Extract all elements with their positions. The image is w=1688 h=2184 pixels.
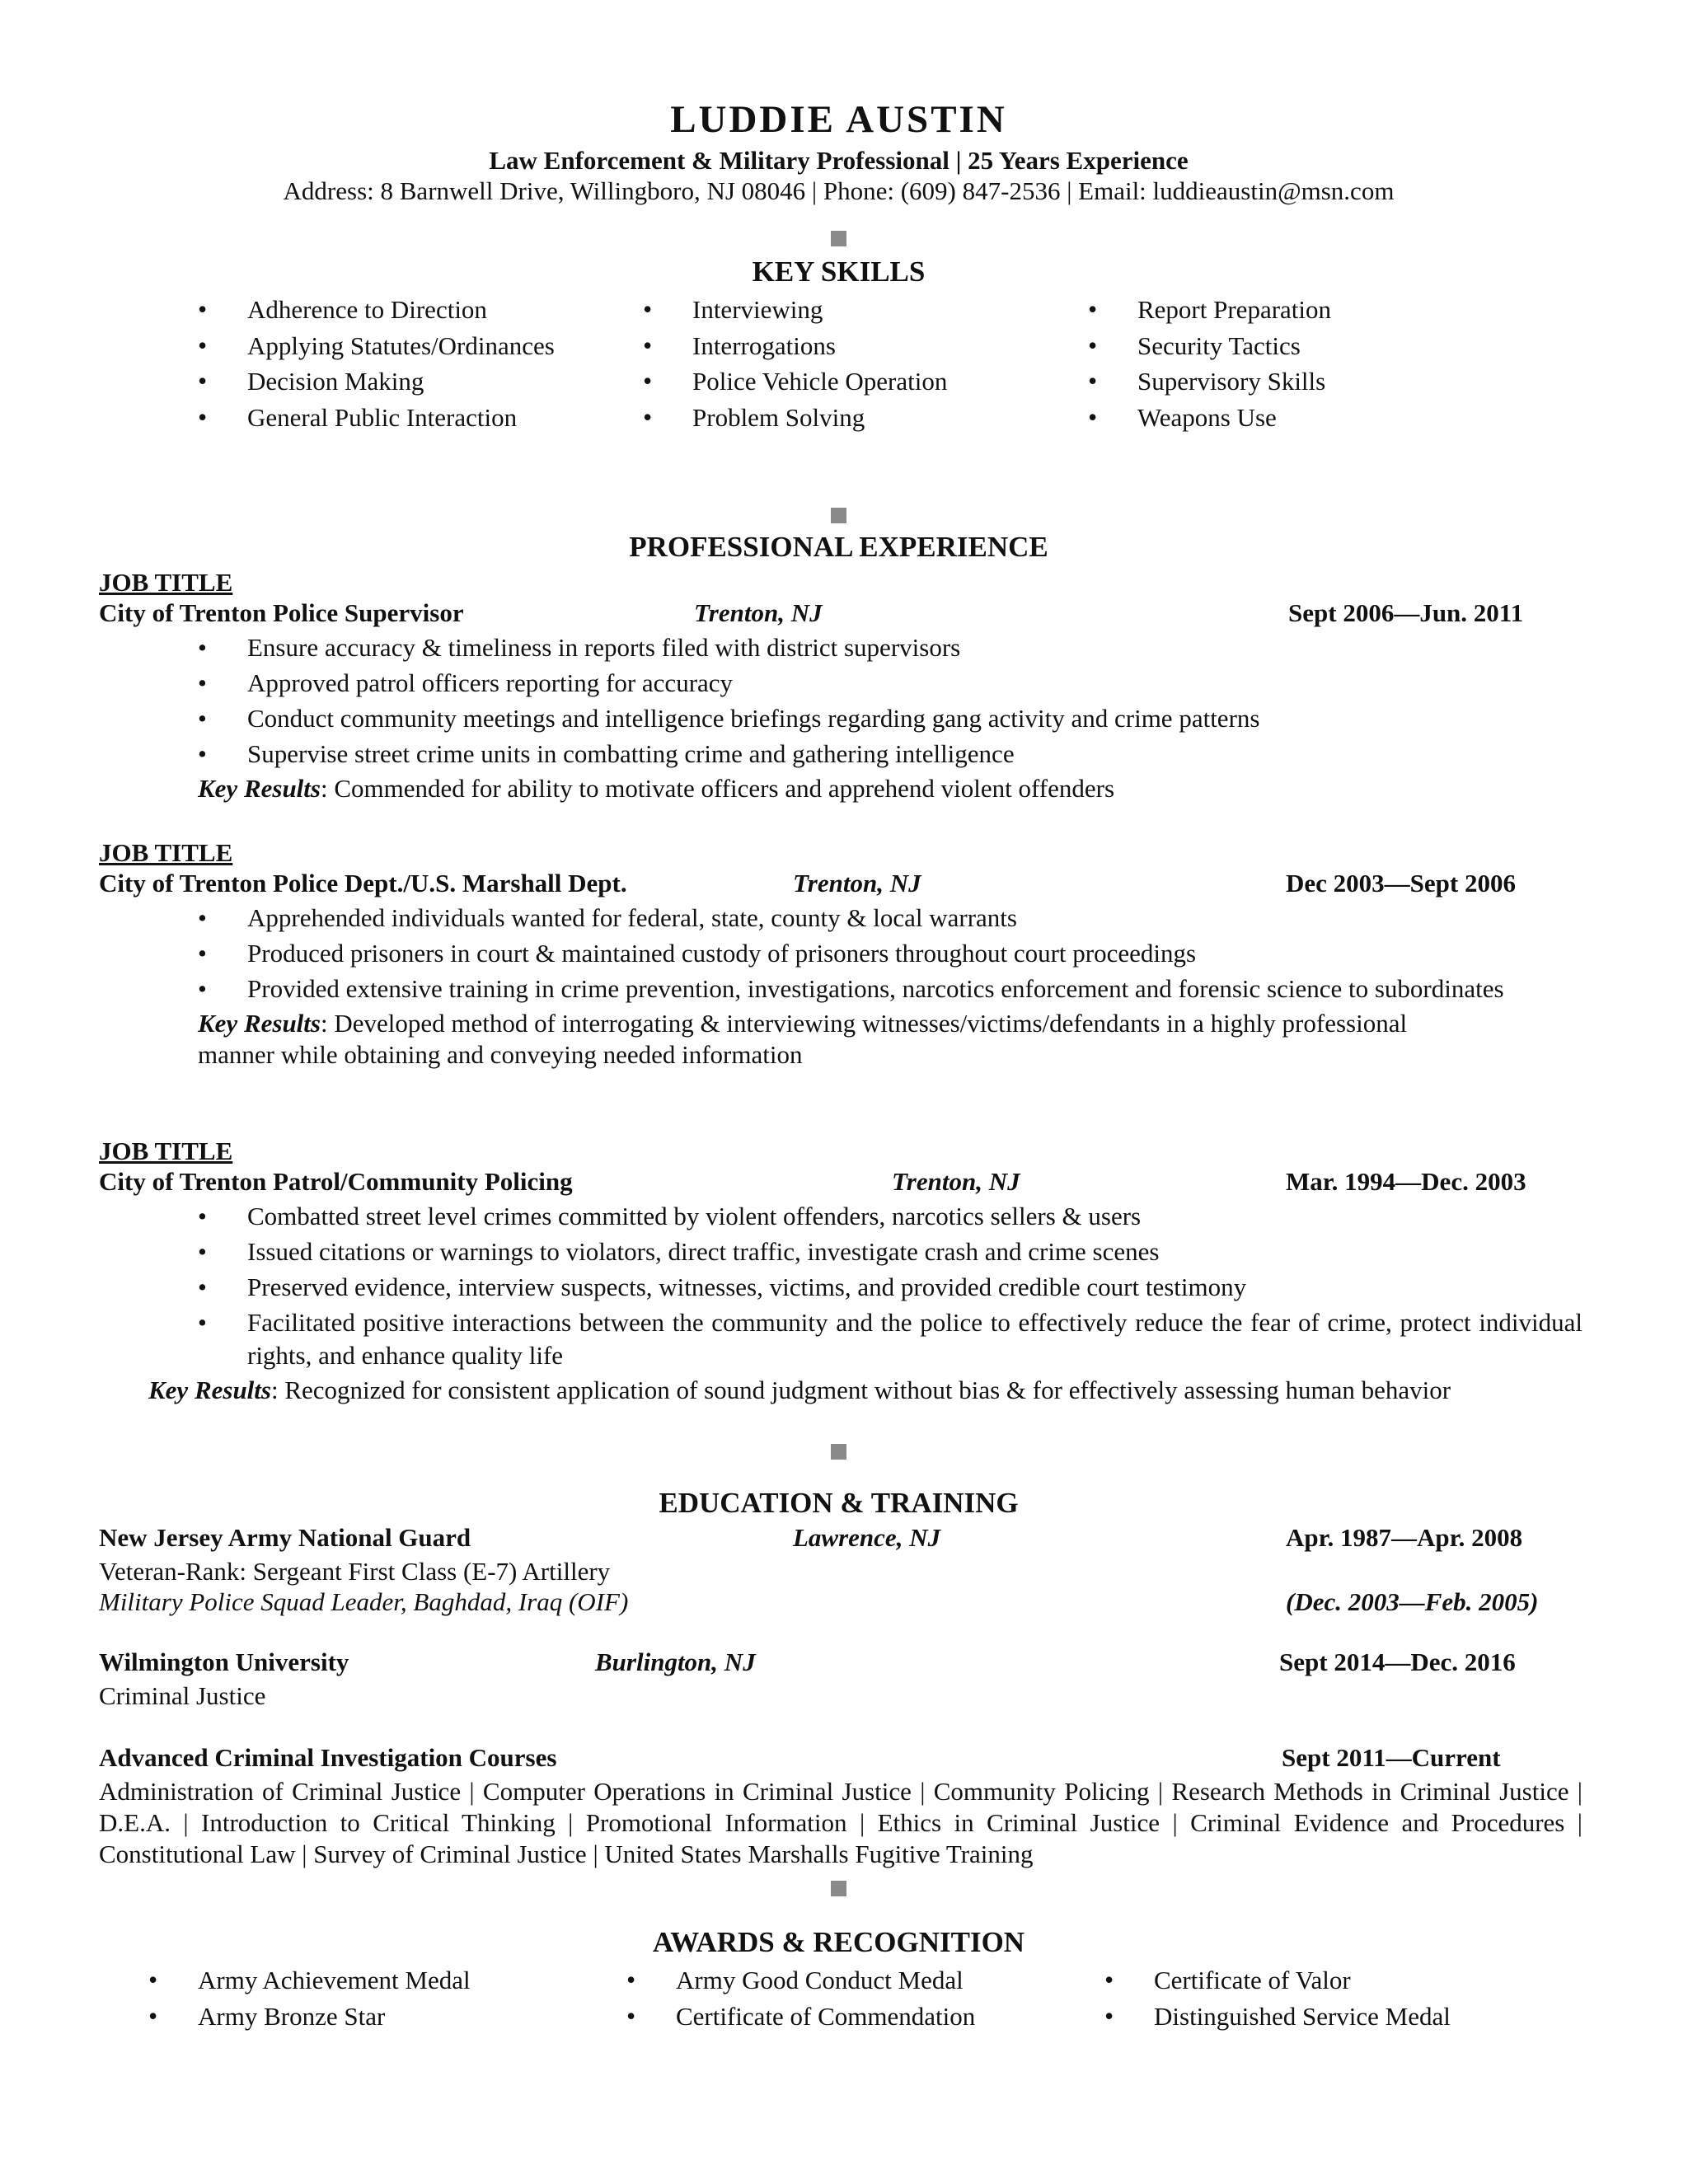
education-location: Lawrence, NJ (793, 1523, 941, 1552)
job-org: City of Trenton Police Supervisor (99, 598, 464, 627)
education-org: Advanced Criminal Investigation Courses (99, 1743, 557, 1772)
job-org: City of Trenton Patrol/Community Policing (99, 1167, 573, 1196)
key-results-text: : Commended for ability to motivate officers and apprehend violent offenders (320, 774, 1115, 803)
education-header-row (99, 1743, 1582, 1776)
job-header-row (99, 1167, 1582, 1200)
key-results (99, 1375, 1582, 1406)
education-detail: Criminal Justice (99, 1681, 266, 1710)
education-dates: Sept 2014—Dec. 2016 (1279, 1647, 1516, 1676)
skill-item: • Interviewing (643, 292, 1088, 328)
skill-item: • Security Tactics (1088, 328, 1533, 364)
key-results-text: : Recognized for consistent application of sound judgment without bias & for effectively assessing human behavior (270, 1376, 1451, 1404)
award-item: • Army Good Conduct Medal (626, 1962, 1104, 1999)
section-separator (831, 1881, 846, 1896)
section-title-skills: KEY SKILLS (752, 255, 926, 288)
job-bullet: • Produced prisoners in court & maintained custody of prisoners throughout court proceedings (198, 937, 1582, 970)
awards-column-3 (1104, 1962, 1582, 2034)
skills-grid (198, 292, 1533, 435)
award-item: • Certificate of Commendation (626, 1999, 1104, 2035)
education-subrole: Military Police Squad Leader, Baghdad, Iraq (OIF) (99, 1587, 629, 1616)
job-bullet: • Approved patrol officers reporting for accuracy (198, 667, 1582, 700)
job-bullets (99, 902, 1582, 1005)
awards-column-2 (626, 1962, 1104, 2034)
education-org: Wilmington University (99, 1647, 349, 1676)
key-results (99, 1008, 1484, 1071)
section-separator (831, 508, 846, 523)
job-dates: Mar. 1994—Dec. 2003 (1286, 1167, 1526, 1196)
education-entry-2 (99, 1647, 1582, 1712)
job-org: City of Trenton Police Dept./U.S. Marshall Dept. (99, 869, 627, 898)
skills-column-1 (198, 292, 643, 435)
education-dates: Sept 2011—Current (1282, 1743, 1501, 1772)
job-bullet: • Conduct community meetings and intelligence briefings regarding gang activity and crime patterns (198, 702, 1582, 735)
section-title-awards: AWARDS & RECOGNITION (652, 1926, 1025, 1958)
key-results-text: : Developed method of interrogating & interviewing witnesses/victims/defendants in a highly professional manner while obtaining and conveying needed information (198, 1009, 1408, 1069)
job-bullet: • Combatted street level crimes committed by violent offenders, narcotics sellers & users (198, 1200, 1582, 1233)
key-results-label: Key Results (198, 1009, 321, 1038)
award-item: • Army Bronze Star (148, 1999, 626, 2035)
job-entry-1 (99, 567, 1582, 804)
key-results-label: Key Results (198, 774, 321, 803)
section-title-experience: PROFESSIONAL EXPERIENCE (629, 531, 1048, 563)
job-header-row (99, 598, 1582, 631)
candidate-tagline: Law Enforcement & Military Professional | 25 Years Experience (489, 146, 1189, 175)
education-entry-1 (99, 1523, 1582, 1619)
job-dates: Sept 2006—Jun. 2011 (1288, 598, 1524, 627)
awards-column-1 (148, 1962, 626, 2034)
education-header-row (99, 1647, 1582, 1680)
skill-item: • Supervisory Skills (1088, 363, 1533, 400)
awards-grid (148, 1962, 1582, 2034)
skill-item: • Applying Statutes/Ordinances (198, 328, 643, 364)
education-org: New Jersey Army National Guard (99, 1523, 471, 1552)
education-dates: Apr. 1987—Apr. 2008 (1286, 1523, 1523, 1552)
section-title-education: EDUCATION & TRAINING (659, 1487, 1019, 1519)
education-entry-3 (99, 1743, 1582, 1870)
job-header-row (99, 869, 1582, 902)
skills-column-2 (643, 292, 1088, 435)
job-bullet: • Preserved evidence, interview suspects, witnesses, victims, and provided credible court testimony (198, 1271, 1582, 1304)
key-results-label: Key Results (148, 1376, 271, 1404)
job-location: Trenton, NJ (694, 598, 823, 627)
job-title: JOB TITLE (99, 838, 233, 867)
skill-item: • Interrogations (643, 328, 1088, 364)
education-subrole-dates: (Dec. 2003—Feb. 2005) (1286, 1587, 1539, 1616)
skills-column-3 (1088, 292, 1533, 435)
award-item: • Army Achievement Medal (148, 1962, 626, 1999)
job-bullet: • Supervise street crime units in combatting crime and gathering intelligence (198, 738, 1582, 771)
candidate-name: LUDDIE AUSTIN (670, 98, 1007, 141)
key-results (99, 773, 1484, 804)
section-separator (831, 1444, 846, 1460)
skill-item: • Problem Solving (643, 400, 1088, 436)
contact-line: Address: 8 Barnwell Drive, Willingboro, NJ 08046 | Phone: (609) 847-2536 | Email: luddieaustin@msn.com (283, 176, 1395, 205)
job-bullet: • Provided extensive training in crime prevention, investigations, narcotics enforcement and forensic science to subordinates (198, 972, 1582, 1005)
award-item: • Distinguished Service Medal (1104, 1999, 1582, 2035)
job-title: JOB TITLE (99, 568, 233, 597)
job-bullet: • Facilitated positive interactions between the community and the police to effectively reduce the fear of crime, protect individual rights, and enhance quality life (198, 1306, 1582, 1372)
job-bullets (99, 1200, 1582, 1372)
job-location: Trenton, NJ (793, 869, 921, 898)
job-bullets (99, 631, 1582, 771)
education-subrow (99, 1587, 1582, 1619)
job-entry-2 (99, 837, 1582, 1071)
skill-item: • Decision Making (198, 363, 643, 400)
course-list: Administration of Criminal Justice | Computer Operations in Criminal Justice | Community Policing | Research Methods in Criminal Justice | D.E.A. | Introduction to Critical Thinking | Promotional Information | Ethics in Criminal Justice | Criminal Evidence and Procedures | Constitutional Law | Survey of Criminal Justice | United States Marshalls Fugitive Training (99, 1777, 1582, 1868)
job-bullet: • Apprehended individuals wanted for federal, state, county & local warrants (198, 902, 1582, 935)
education-header-row (99, 1523, 1582, 1556)
job-entry-3 (99, 1136, 1582, 1406)
education-location: Burlington, NJ (595, 1647, 756, 1676)
job-title: JOB TITLE (99, 1137, 233, 1165)
resume-page (99, 0, 1582, 2184)
job-location: Trenton, NJ (892, 1167, 1020, 1196)
skill-item: • Police Vehicle Operation (643, 363, 1088, 400)
job-bullet: • Ensure accuracy & timeliness in reports filed with district supervisors (198, 631, 1582, 664)
skill-item: • Adherence to Direction (198, 292, 643, 328)
award-item: • Certificate of Valor (1104, 1962, 1582, 1999)
job-dates: Dec 2003—Sept 2006 (1286, 869, 1516, 898)
skill-item: • General Public Interaction (198, 400, 643, 436)
job-bullet: • Issued citations or warnings to violators, direct traffic, investigate crash and crime scenes (198, 1235, 1582, 1268)
education-detail: Veteran-Rank: Sergeant First Class (E-7) Artillery (99, 1557, 611, 1586)
section-separator (831, 231, 846, 246)
skill-item: • Weapons Use (1088, 400, 1533, 436)
skill-item: • Report Preparation (1088, 292, 1533, 328)
